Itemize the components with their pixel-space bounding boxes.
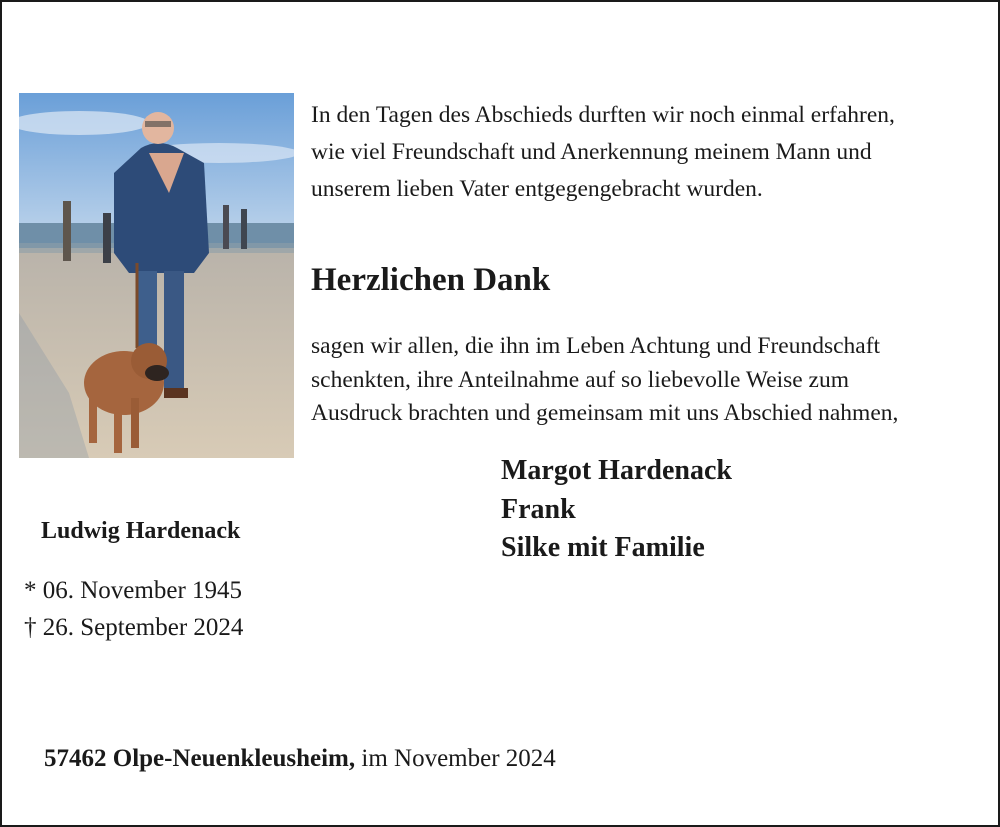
thanks-line: sagen wir allen, die ihn im Leben Achtung und Freundschaft <box>311 333 881 359</box>
intro-line: unserem lieben Vater entgegengebracht wurden. <box>311 176 763 202</box>
intro-line: In den Tagen des Abschieds durften wir noch einmal erfahren, <box>311 102 895 128</box>
footer-location-date <box>44 745 556 773</box>
intro-line: wie viel Freundschaft und Anerkennung meinem Mann und <box>311 139 872 165</box>
birth-date: 06. November 1945 <box>42 577 243 604</box>
signer-name: Frank <box>501 493 576 525</box>
portrait-photo <box>19 93 294 458</box>
birth-date-line <box>24 572 243 609</box>
life-dates <box>24 572 243 646</box>
birth-symbol: * <box>24 577 37 604</box>
deceased-name: Ludwig Hardenack <box>41 518 241 544</box>
thanks-text <box>311 330 981 431</box>
thank-you-heading: Herzlichen Dank <box>311 262 551 298</box>
thanks-line: Ausdruck brachten und gemeinsam mit uns Abschied nahmen, <box>311 400 899 426</box>
portrait-photo-image <box>19 93 294 458</box>
signer-name: Margot Hardenack <box>501 455 732 486</box>
death-date: 26. September 2024 <box>42 614 244 641</box>
intro-text <box>311 97 981 208</box>
footer-date: im November 2024 <box>361 745 556 772</box>
signer-name: Silke mit Familie <box>501 532 705 563</box>
signers-list <box>501 452 732 568</box>
death-date-line <box>24 609 243 646</box>
thanks-line: schenkten, ihre Anteilnahme auf so liebevolle Weise zum <box>311 366 850 393</box>
death-cross-symbol: † <box>24 614 37 641</box>
footer-place: 57462 Olpe-Neuenkleusheim, <box>44 745 356 772</box>
